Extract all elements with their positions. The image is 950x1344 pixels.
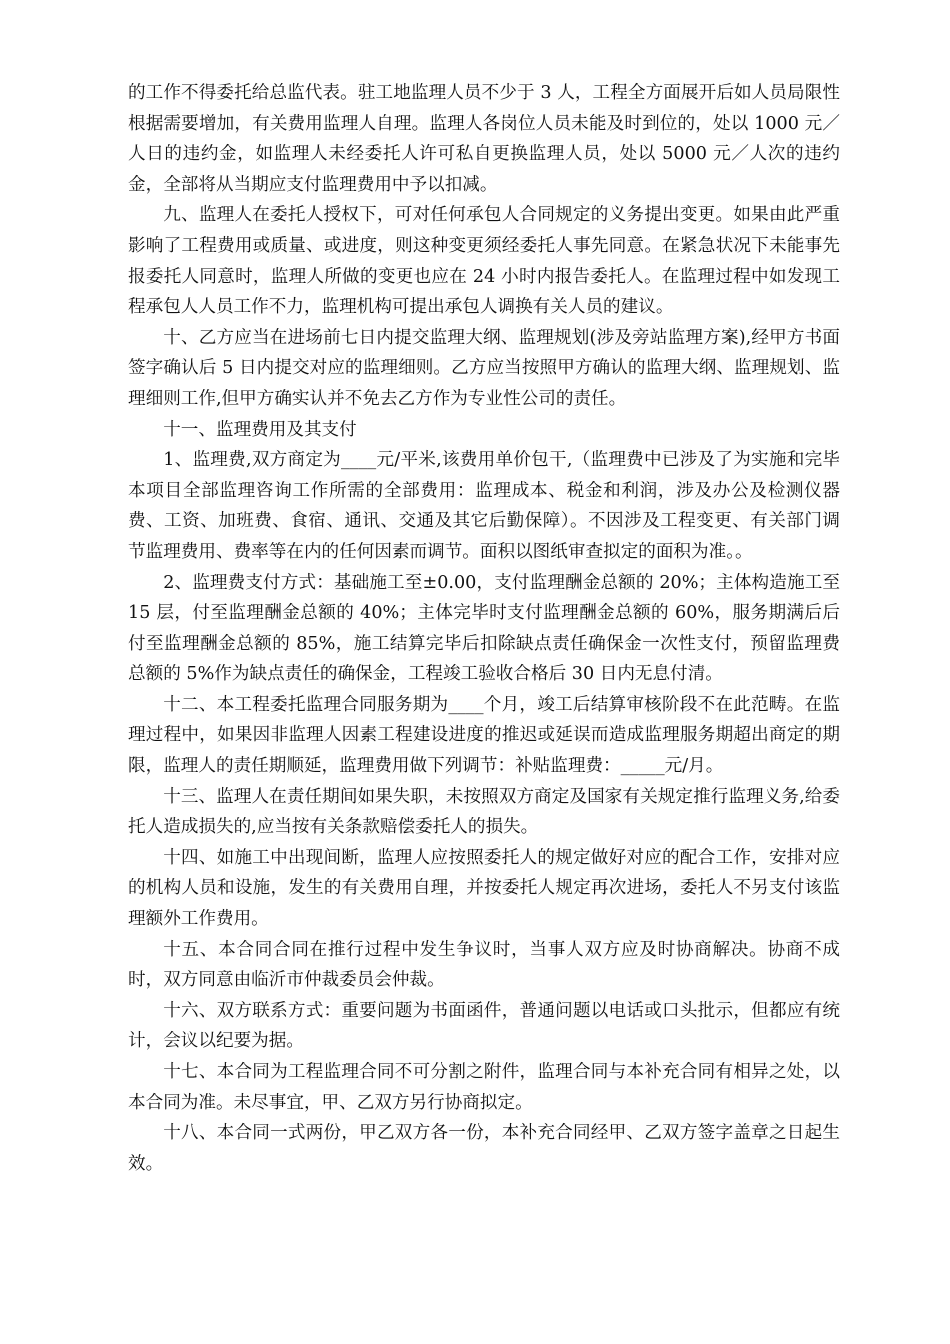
document-page: [128, 78, 840, 1179]
paragraph-clause-16: 十六、双方联系方式：重要问题为书面函件，普通问题以电话或口头批示，但都应有统计，会议以纪要为据。: [128, 1000, 840, 1052]
paragraph-clause-11-item-2: 2、监理费支付方式：基础施工至±0.00，支付监理酬金总额的 20%；主体构造施工至 15 层，付至监理酬金总额的 40%；主体完毕时支付监理酬金总额的 60%，服务期满后后付至监理酬金总额的 85%，施工结算完毕后扣除缺点责任确保金一次性支付，预留监理费总额的 5%作为缺点责任的确保金，工程竣工验收合格后 30 日内无息付清。: [128, 572, 840, 685]
paragraph-clause-9: 九、监理人在委托人授权下，可对任何承包人合同规定的义务提出变更。如果由此严重影响了工程费用或质量、或进度，则这种变更须经委托人事先同意。在紧急状况下未能事先报委托人同意时，监理人所做的变更也应在 24 小时内报告委托人。在监理过程中如发现工程承包人人员工作不力，监理机构可提出承包人调换有关人员的建议。: [128, 205, 840, 318]
paragraph-clause-17: 十七、本合同为工程监理合同不可分割之附件，监理合同与本补充合同有相异之处，以本合同为准。未尽事宜，甲、乙双方另行协商拟定。: [128, 1062, 840, 1113]
paragraph-clause-11-heading: 十一、监理费用及其支付: [163, 419, 357, 440]
paragraph-clause-14: 十四、如施工中出现间断，监理人应按照委托人的规定做好对应的配合工作，安排对应的机构人员和设施，发生的有关费用自理，并按委托人规定再次进场，委托人不另支付该监理额外工作费用。: [128, 847, 840, 930]
paragraph-clause-12: 十二、本工程委托监理合同服务期为____个月，竣工后结算审核阶段不在此范畴。在监理过程中，如果因非监理人因素工程建设进度的推迟或延误而造成监理服务期超出商定的期限，监理人的责任期顺延，监理费用做下列调节：补贴监理费：_____元/月。: [128, 694, 840, 777]
paragraph-clause-15: 十五、本合同合同在推行过程中发生争议时，当事人双方应及时协商解决。协商不成时，双方同意由临沂市仲裁委员会仲裁。: [128, 939, 840, 991]
paragraph-clause-10: 十、乙方应当在进场前七日内提交监理大纲、监理规划(涉及旁站监理方案),经甲方书面签字确认后 5 日内提交对应的监理细则。乙方应当按照甲方确认的监理大纲、监理规划、监理细则工作,但甲方确实认并不免去乙方作为专业性公司的责任。: [128, 327, 840, 409]
paragraph-clause-11-item-1: 1、监理费,双方商定为____元/平米,该费用单价包干,（监理费中已涉及了为实施和完毕本项目全部监理咨询工作所需的全部费用：监理成本、税金和利润，涉及办公及检测仪器费、工资、加班费、食宿、通讯、交通及其它后勤保障）。不因涉及工程变更、有关部门调节监理费用、费率等在内的任何因素而调节。面积以图纸审查拟定的面积为准。。: [128, 450, 840, 562]
paragraph-clause-13: 十三、监理人在责任期间如果失职，未按照双方商定及国家有关规定推行监理义务,给委托人造成损失的,应当按有关条款赔偿委托人的损失。: [128, 786, 840, 838]
paragraph-continued-clause: 的工作不得委托给总监代表。驻工地监理人员不少于 3 人，工程全方面展开后如人员局限性根据需要增加，有关费用监理人自理。监理人各岗位人员未能及时到位的，处以 1000 元／人日的违约金，如监理人未经委托人许可私自更换监理人员，处以 5000 元／人次的违约金，全部将从当期应支付监理费用中予以扣减。: [128, 83, 840, 195]
paragraph-clause-18: 十八、本合同一式两份，甲乙双方各一份，本补充合同经甲、乙双方签字盖章之日起生效。: [128, 1123, 840, 1174]
